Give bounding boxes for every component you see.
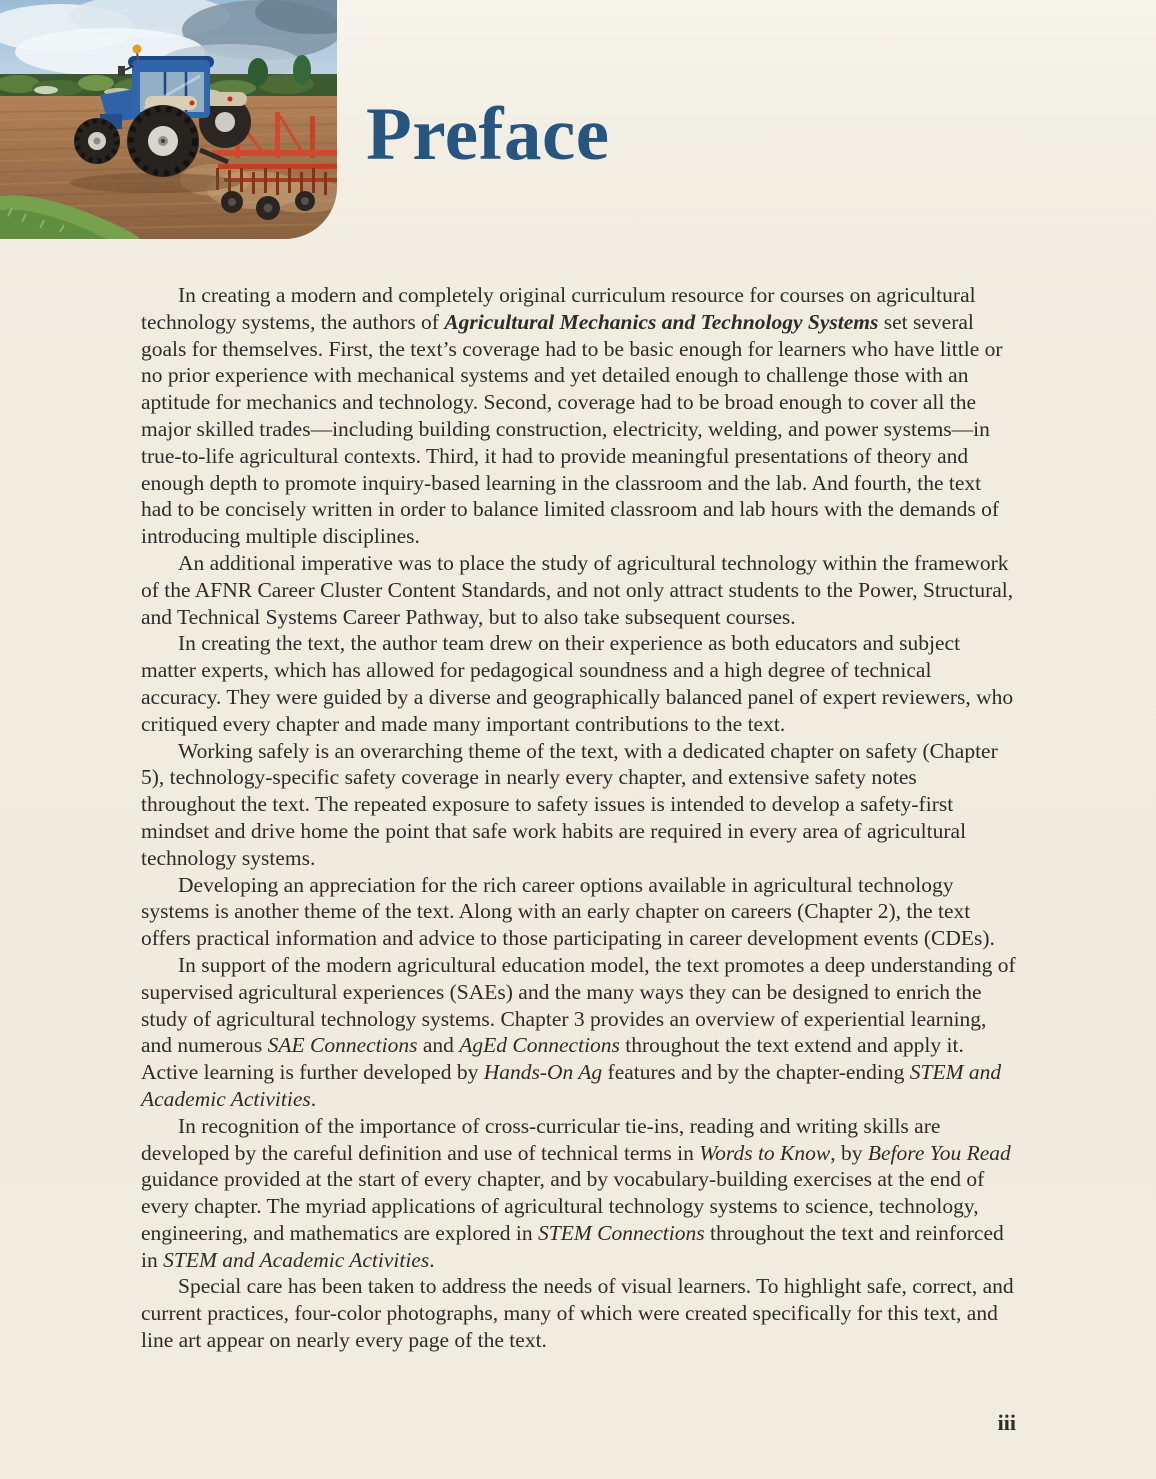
preface-paragraph: Developing an appreciation for the rich career options available in agricultural technology systems is another theme of the text. Along with an early chapter on careers (Chapter 2), the text offers practical information and advice to those participating in career development events (CDEs). bbox=[141, 872, 995, 951]
preface-paragraph: Working safely is an overarching theme of the text, with a dedicated chapter on safety (Chapter 5), technology-specific safety coverage in nearly every chapter, and extensive safety notes throughout the text. The repeated exposure to safety issues is intended to develop a safety-first mindset and drive home the point that safe work habits are required in every area of agricultural technology systems. bbox=[141, 738, 998, 870]
preface-paragraph: In recognition of the importance of cross-curricular tie-ins, reading and writing skills are developed by the careful definition and use of technical terms in Words to Know, by Before You Read guidance provided at the start of every chapter, and by vocabulary-building exercises at the end of every chapter. The myriad applications of agricultural technology systems to science, technology, engineering, and mathematics are explored in STEM Connections throughout the text and reinforced in STEM and Academic Activities. bbox=[141, 1113, 1011, 1272]
preface-paragraph: In creating the text, the author team drew on their experience as both educators and subject matter experts, which has allowed for pedagogical soundness and a high degree of technical accuracy. They were guided by a diverse and geographically balanced panel of expert reviewers, who critiqued every chapter and made many important contributions to the text. bbox=[141, 631, 1014, 736]
preface-paragraph: In support of the modern agricultural education model, the text promotes a deep understanding of supervised agricultural experiences (SAEs) and the many ways they can be designed to enrich the study of agricultural technology systems. Chapter 3 provides an overview of experiential learning, and numerous SAE Connections and AgEd Connections throughout the text extend and apply it. Active learning is further developed by Hands-On Ag features and by the chapter-ending STEM and Academic Activities. bbox=[141, 952, 1016, 1111]
tractor-photo-art bbox=[0, 0, 337, 239]
preface-paragraph: An additional imperative was to place the study of agricultural technology within the framework of the AFNR Career Cluster Content Standards, and not only attract students to the Power, Structural, and Technical Systems Career Pathway, but to also take subsequent courses. bbox=[141, 550, 1014, 629]
tractor-photo bbox=[0, 0, 337, 239]
preface-paragraph: Special care has been taken to address the needs of visual learners. To highlight safe, correct, and current practices, four-color photographs, many of which were created specifically for this text, and line art appear on nearly every page of the text. bbox=[141, 1274, 1014, 1353]
preface-body bbox=[141, 282, 1016, 1354]
page-number: iii bbox=[997, 1410, 1016, 1435]
preface-paragraph: In creating a modern and completely original curriculum resource for courses on agricultural technology systems, the authors of Agricultural Mechanics and Technology Systems set several goals for themselves. First, the text’s coverage had to be basic enough for learners who have little or no prior experience with mechanical systems and yet detailed enough to challenge those with an aptitude for mechanics and technology. Second, coverage had to be broad enough to cover all the major skilled trades—including building construction, electricity, welding, and power systems—in true-to-life agricultural contexts. Third, it had to provide meaningful presentations of theory and enough depth to promote inquiry-based learning in the classroom and the lab. And fourth, the text had to be concisely written in order to balance limited classroom and lab hours with the demands of introducing multiple disciplines. bbox=[141, 283, 1003, 549]
page-title: Preface bbox=[366, 93, 610, 176]
